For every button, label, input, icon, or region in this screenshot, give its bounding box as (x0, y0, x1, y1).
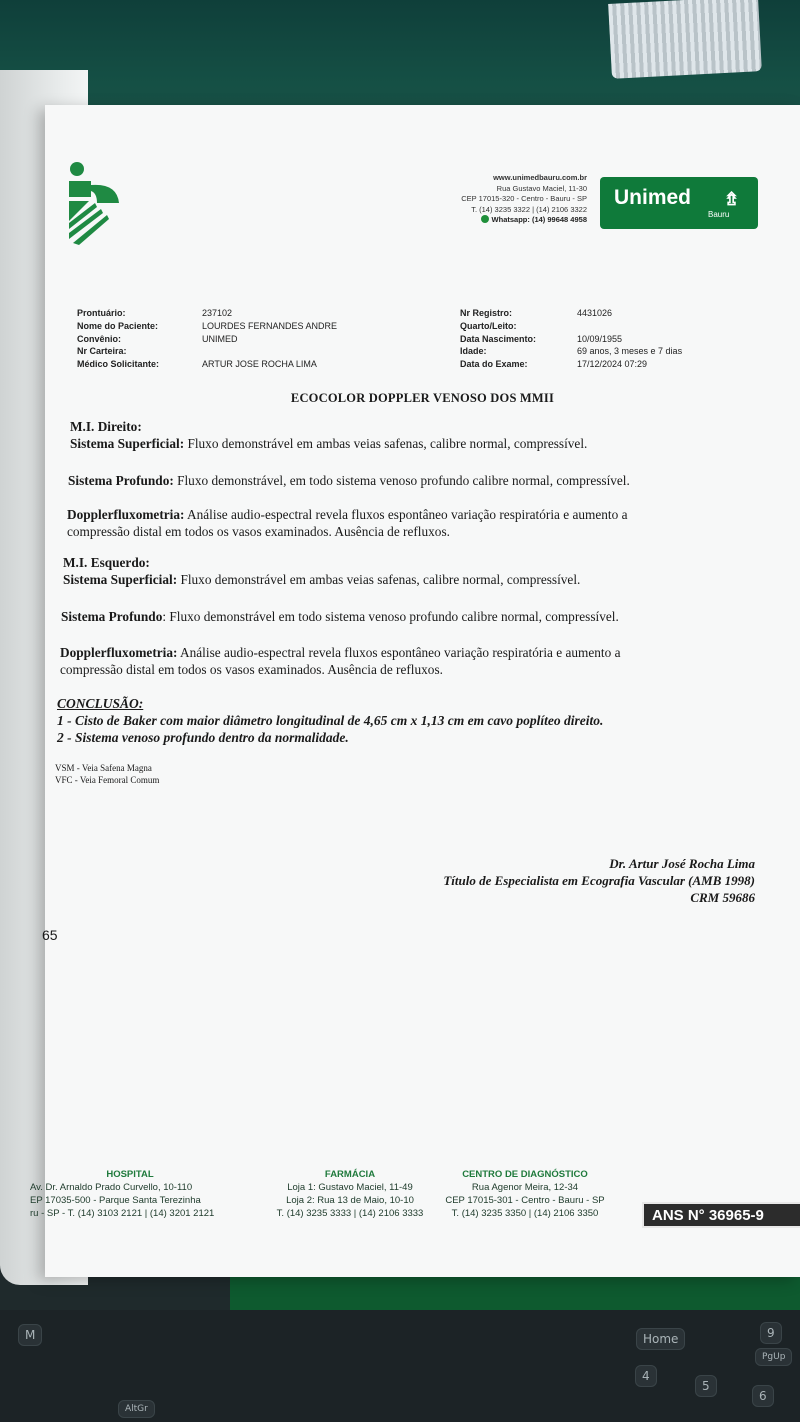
value-prontuario: 237102 (202, 308, 233, 318)
farmacia-line-3: T. (14) 3235 3333 | (14) 2106 3333 (276, 1208, 424, 1219)
right-doppler-label: Dopplerfluxometria: (67, 507, 185, 522)
label-nascimento: Data Nascimento: (460, 333, 537, 344)
hospital-heading: HOSPITAL (106, 1169, 154, 1180)
address-line-2: CEP 17015-320 - Centro - Bauru - SP (461, 194, 587, 203)
label-nome: Nome do Paciente: (77, 320, 159, 331)
label-quarto: Quarto/Leito: (460, 320, 517, 331)
footer-hospital (30, 1168, 230, 1220)
keyboard (0, 1310, 800, 1422)
label-convenio: Convênio: (77, 333, 121, 344)
value-convenio: UNIMED (202, 333, 238, 344)
key-9: 9 (760, 1322, 782, 1344)
left-doppler-text: Análise audio-espectral revela fluxos espontâneo variação respiratória e aumento a (177, 645, 621, 660)
centro-line-1: Rua Agenor Meira, 12-34 (471, 1182, 579, 1193)
farmacia-line-2: Loja 2: Rua 13 de Maio, 10-10 (286, 1195, 414, 1206)
unimed-brand-box (600, 177, 758, 229)
ans-badge: ANS N° 36965-9 (642, 1202, 800, 1228)
patient-labels-left (77, 307, 197, 371)
conclusion-heading: CONCLUSÃO: (57, 696, 144, 711)
left-superficial-section (63, 555, 763, 588)
farmacia-line-1: Loja 1: Gustavo Maciel, 11-49 (287, 1182, 413, 1193)
key-5: 5 (695, 1375, 717, 1397)
whatsapp-line (375, 215, 587, 226)
hospital-line-1: Av. Dr. Arnaldo Prado Curvello, 10-110 (30, 1182, 193, 1193)
left-doppler-section (60, 645, 760, 678)
patient-values-right (577, 307, 727, 371)
brand-name: Unimed (614, 186, 692, 209)
value-registro: 4431026 (577, 308, 613, 318)
label-medico: Médico Solicitante: (77, 359, 160, 370)
unimed-tree-logo-icon (67, 157, 123, 245)
unimed-symbol-icon: ⇯ (724, 189, 740, 209)
left-doppler-text-2: compressão distal em todos os vasos examinados. Ausência de refluxos. (60, 661, 443, 677)
key-pgup: PgUp (755, 1348, 792, 1366)
footer-farmacia (260, 1168, 440, 1220)
label-registro: Nr Registro: (460, 308, 513, 318)
value-medico: ARTUR JOSE ROCHA LIMA (202, 359, 317, 370)
doctor-crm: CRM 59686 (690, 890, 755, 905)
hospital-line-2: EP 17035-500 - Parque Santa Terezinha (30, 1195, 201, 1206)
left-superficial-label: Sistema Superficial: (63, 571, 178, 587)
whatsapp-icon (481, 215, 489, 223)
farmacia-heading: FARMÁCIA (324, 1169, 376, 1180)
right-doppler-section (67, 507, 767, 540)
key-home: Home (636, 1328, 685, 1350)
right-superficial-text: Fluxo demonstrável em ambas veias safenas, calibre normal, compressível. (184, 435, 588, 451)
key-altgr: AltGr (118, 1400, 155, 1418)
whatsapp-text: Whatsapp: (14) 99648 4958 (491, 215, 587, 224)
conclusion-item-1: 1 - Cisto de Baker com maior diâmetro longitudinal de 4,65 cm x 1,13 cm em cavo poplíteo direito. (57, 713, 604, 728)
phone-line: T. (14) 3235 3322 | (14) 2106 3322 (471, 204, 587, 214)
left-heading: M.I. Esquerdo: (63, 555, 150, 570)
conclusion-item-2: 2 - Sistema venoso profundo dentro da normalidade. (57, 730, 349, 745)
value-carteira (202, 345, 402, 358)
right-doppler-text-2: compressão distal em todos os vasos examinados. Ausência de refluxos. (67, 523, 450, 539)
abbr-vsm: VSM - Veia Safena Magna (55, 763, 152, 773)
key-6: 6 (752, 1385, 774, 1407)
footer-centro (430, 1168, 620, 1220)
binder-pages (608, 0, 762, 79)
brand-city: Bauru (708, 210, 730, 219)
conclusion-section (57, 695, 603, 746)
right-profundo-section (68, 473, 768, 490)
left-profundo-section (61, 609, 761, 626)
report-title: ECOCOLOR DOPPLER VENOSO DOS MMII (290, 391, 555, 405)
right-profundo-label: Sistema Profundo: (68, 473, 174, 488)
hospital-line-3: ru - SP - T. (14) 3103 2121 | (14) 3201 2121 (30, 1208, 215, 1219)
left-profundo-text: : Fluxo demonstrável em todo sistema venoso profundo calibre normal, compressível. (162, 609, 619, 624)
right-superficial-section (70, 419, 770, 452)
key-m: M (18, 1324, 42, 1346)
right-heading: M.I. Direito: (70, 419, 142, 434)
right-doppler-text: Análise audio-espectral revela fluxos espontâneo variação respiratória e aumento a (184, 507, 628, 522)
left-profundo-label: Sistema Profundo (61, 609, 163, 624)
left-doppler-label: Dopplerfluxometria: (60, 645, 178, 660)
report-page (30, 105, 800, 1277)
label-idade: Idade: (460, 346, 487, 357)
patient-labels-right (460, 307, 570, 371)
value-idade: 69 anos, 3 meses e 7 dias (577, 346, 683, 357)
right-superficial-label: Sistema Superficial: (70, 435, 185, 451)
centro-line-2: CEP 17015-301 - Centro - Bauru - SP (445, 1195, 605, 1206)
right-profundo-text: Fluxo demonstrável, em todo sistema venoso profundo calibre normal, compressível. (173, 473, 630, 488)
label-carteira: Nr Carteira: (77, 346, 127, 357)
value-nascimento: 10/09/1955 (577, 333, 623, 344)
left-superficial-text: Fluxo demonstrável em ambas veias safenas, calibre normal, compressível. (177, 571, 581, 587)
value-quarto (577, 320, 727, 333)
centro-line-3: T. (14) 3235 3350 | (14) 2106 3350 (451, 1208, 599, 1219)
key-4: 4 (635, 1365, 657, 1387)
value-data-exame: 17/12/2024 07:29 (577, 359, 648, 370)
signature-block (375, 855, 755, 906)
abbr-vfc: VFC - Veia Femoral Comum (55, 774, 160, 785)
label-data-exame: Data do Exame: (460, 359, 528, 370)
label-prontuario: Prontuário: (77, 308, 126, 318)
doctor-name: Dr. Artur José Rocha Lima (609, 856, 755, 871)
centro-heading: CENTRO DE DIAGNÓSTICO (462, 1169, 588, 1180)
doctor-title: Título de Especialista em Ecografia Vascular (AMB 1998) (443, 873, 755, 888)
website-link[interactable]: www.unimedbauru.com.br (493, 173, 587, 182)
contact-block (375, 173, 587, 226)
address-line-1: Rua Gustavo Maciel, 11-30 (496, 183, 587, 193)
value-nome: LOURDES FERNANDES ANDRE (202, 320, 338, 331)
abbreviations (55, 763, 159, 786)
page-number: 65 (42, 927, 58, 943)
patient-values-left (202, 307, 402, 371)
